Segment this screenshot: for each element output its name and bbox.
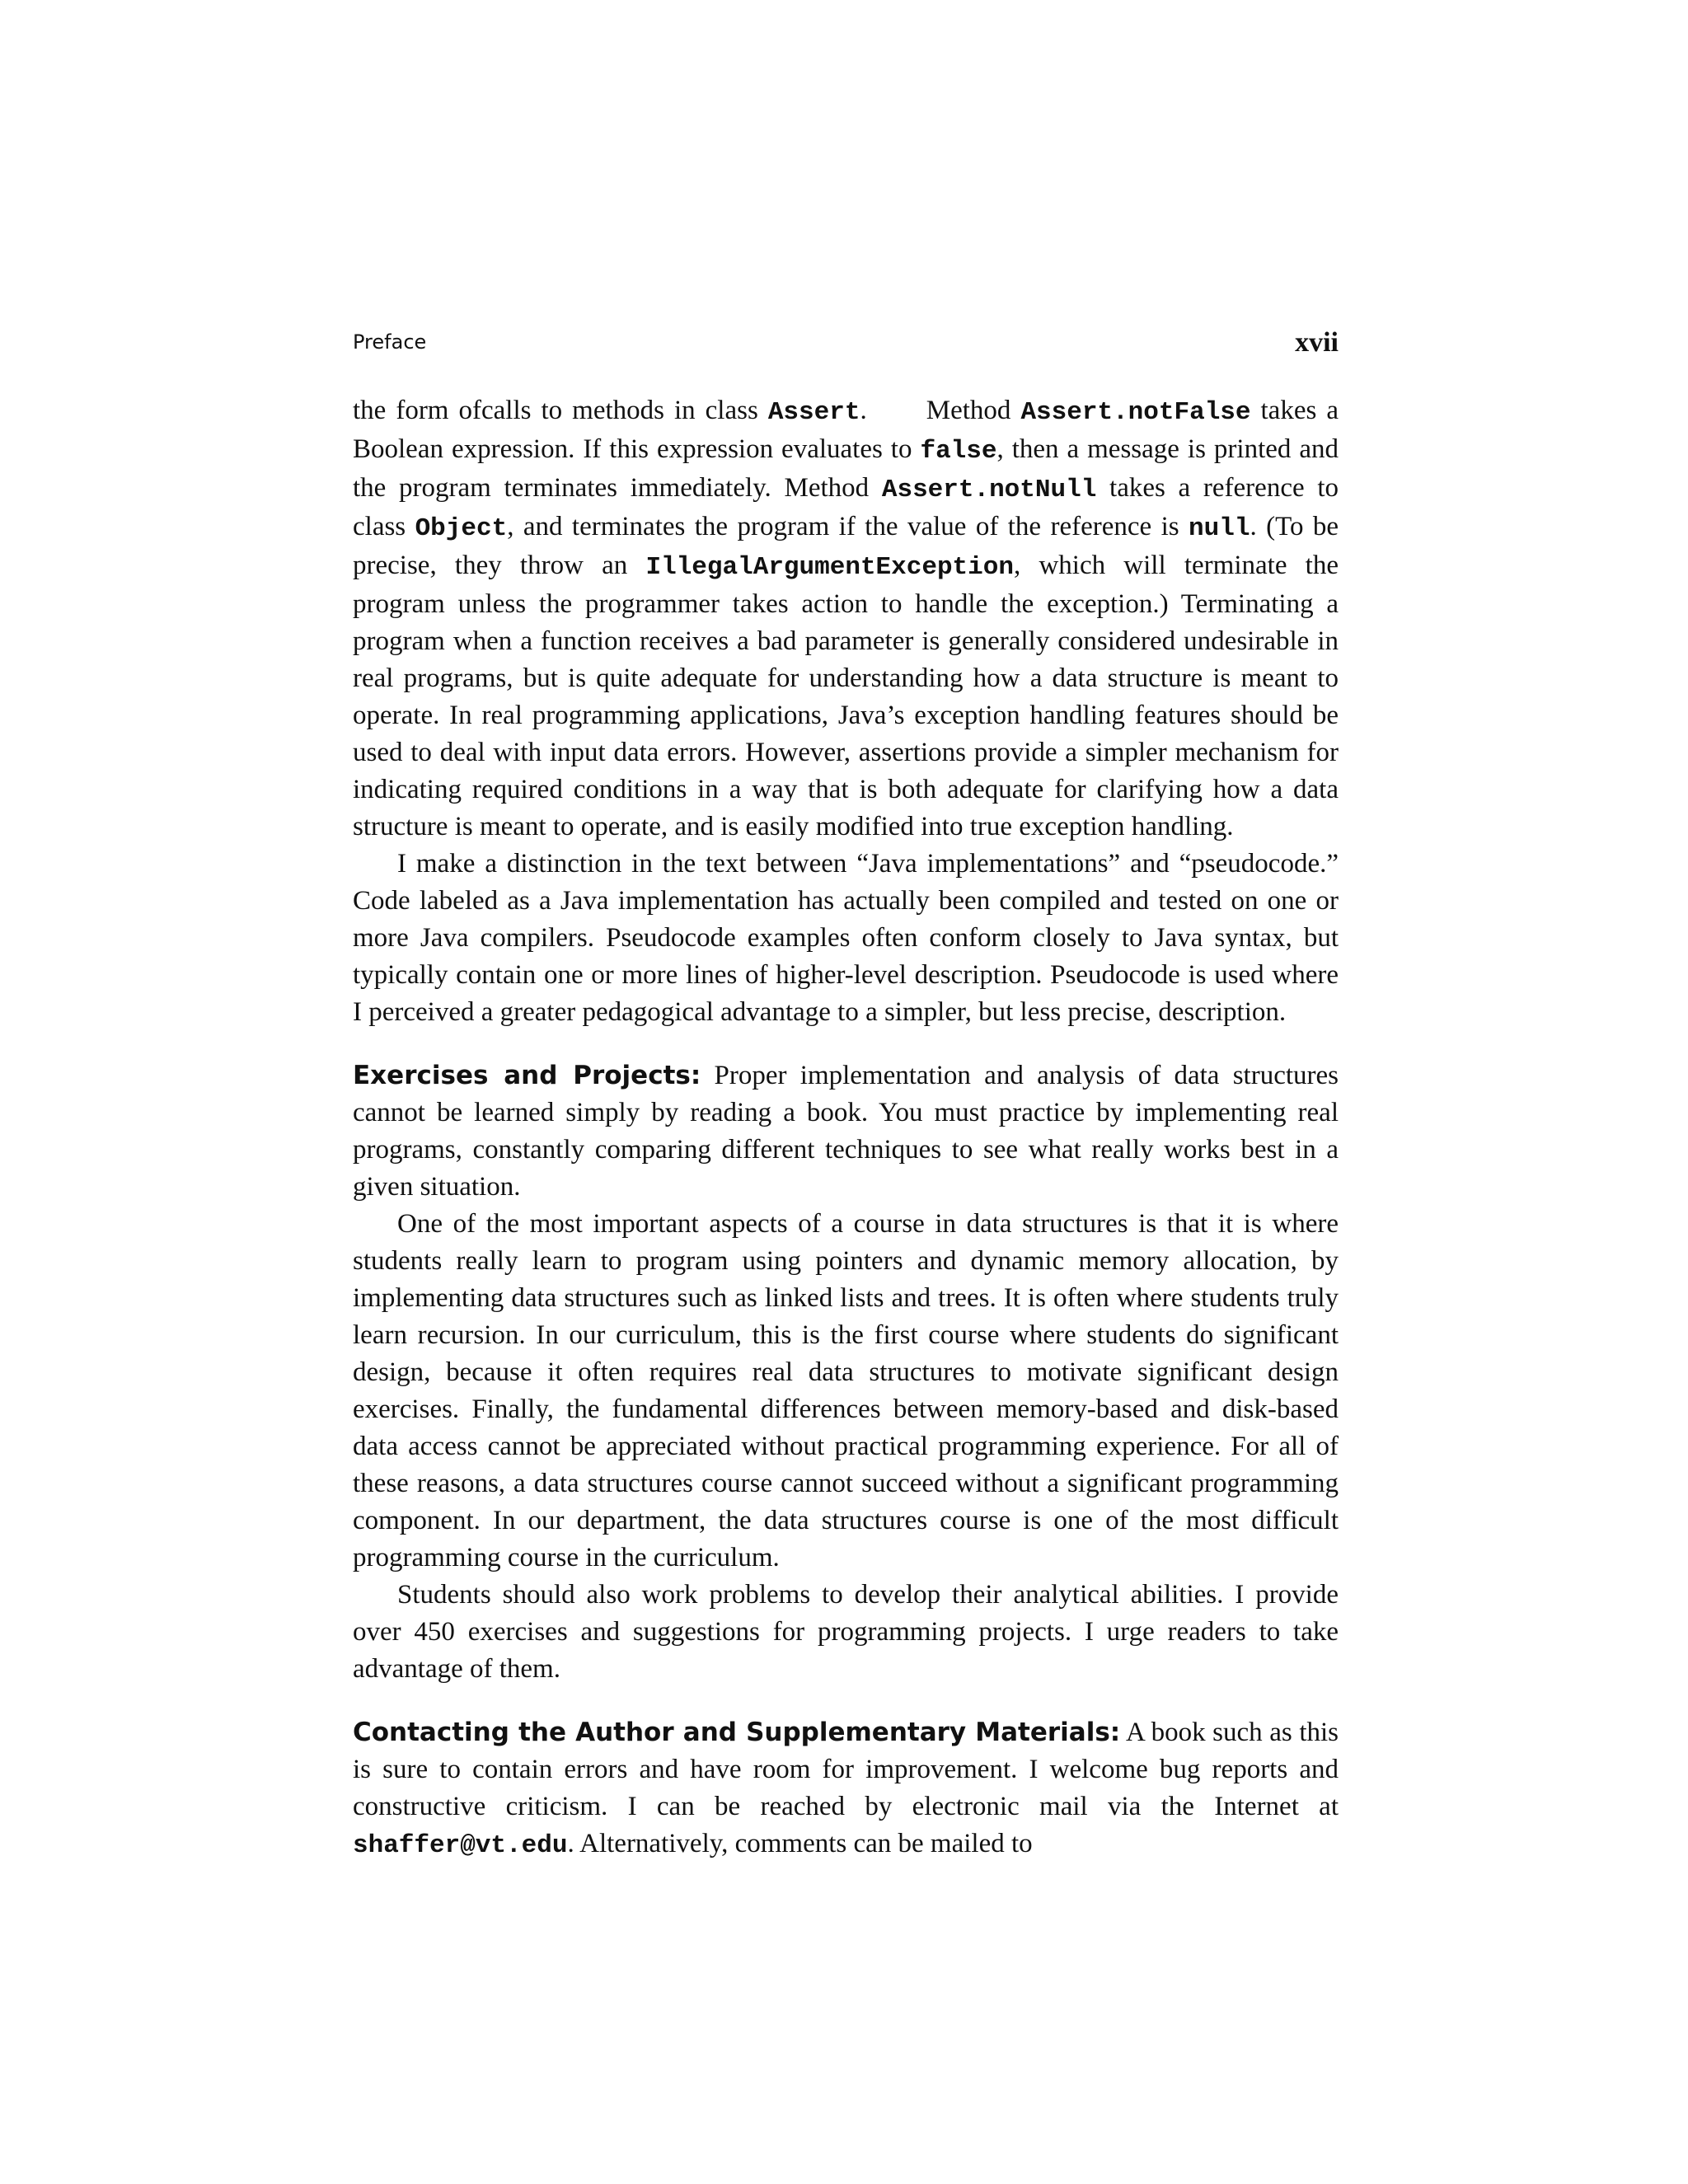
paragraph-pseudocode: I make a distinction in the text between “Java implementations” and “pseudocode.” Code labeled as a Java implementation has actually been compiled and tested on one or more Java compilers. Pseudocode examples often conform closely to Java syntax, but typically contain one or more lines of higher-level description. Pseudocode is used where I perceived a greater pedagogical advantage to a simpler, but less precise, description.: [353, 849, 1339, 1027]
code-assert-notfalse: Assert.notFalse: [1020, 398, 1251, 427]
section-heading-exercises: Exercises and Projects:: [353, 1061, 701, 1090]
running-head-title: Preface: [353, 330, 427, 354]
text-run: takes a reference to class: [353, 473, 1339, 541]
text-run: the form ofcalls to methods in class: [353, 396, 768, 425]
code-object: Object: [415, 514, 508, 543]
text-run: takes a Boolean expression. If this expression evaluates to: [353, 396, 1339, 464]
text-run: , which will terminate the program unless the programmer takes action to handle the exception.) Terminating a program when a function receives a bad parameter is generally considered undesirable in real programs, but is quite adequate for understanding how a data structure is meant to operate. In real programming applications, Java’s exception handling features should be used to deal with input data errors. However, assertions provide a simpler mechanism for indicating required conditions in a way that is both adequate for clarifying how a data structure is meant to operate, and is easily modified into true exception handling.: [353, 551, 1339, 841]
code-illegalargumentexception: IllegalArgumentException: [645, 553, 1014, 582]
paragraph-assertions: [353, 392, 1339, 846]
code-null: null: [1189, 514, 1250, 543]
text-run: . Method: [860, 396, 1021, 425]
paragraph-exercises-intro: [353, 1057, 1339, 1206]
text-run: . (To be precise, they throw an: [353, 512, 1339, 580]
text-run: . Alternatively, comments can be mailed to: [567, 1829, 1033, 1858]
paragraph-contact: [353, 1714, 1339, 1864]
body-text: [353, 392, 1339, 1864]
paragraph-exercises-analytical: Students should also work problems to develop their analytical abilities. I provide over 450 exercises and suggestions for programming projects. I urge readers to take advantage of them.: [353, 1580, 1339, 1684]
text-run: A book such as this is sure to contain errors and have room for improvement. I welcome bug reports and constructive criticism. I can be reached by electronic mail via the Internet at: [353, 1718, 1339, 1821]
running-head: [353, 317, 1339, 359]
code-false: false: [920, 437, 997, 466]
code-assert: Assert: [767, 398, 860, 427]
page-number: xvii: [1295, 327, 1339, 358]
code-assert-notnull: Assert.notNull: [881, 476, 1097, 504]
text-run: , and terminates the program if the value of the reference is: [507, 512, 1189, 541]
paragraph-exercises-importance: One of the most important aspects of a course in data structures is that it is where students really learn to program using pointers and dynamic memory allocation, by implementing data structures such as linked lists and trees. It is often where students truly learn recursion. In our curriculum, this is the first course where students do significant design, because it often requires real data structures to motivate significant design exercises. Finally, the fundamental differences between memory-based and disk-based data access cannot be appreciated without practical programming experience. For all of these reasons, a data structures course cannot succeed without a significant programming component. In our department, the data structures course is one of the most difficult programming course in the curriculum.: [353, 1209, 1339, 1572]
author-email: shaffer@vt.edu: [353, 1831, 568, 1860]
text-run: Proper implementation and analysis of data structures cannot be learned simply by reading a book. You must practice by implementing real programs, constantly comparing different techniques to see what really works best in a given situation.: [353, 1061, 1339, 1202]
section-heading-contact: Contacting the Author and Supplementary Materials:: [353, 1718, 1121, 1747]
text-run: , then a message is printed and the program terminates immediately. Method: [353, 434, 1339, 503]
